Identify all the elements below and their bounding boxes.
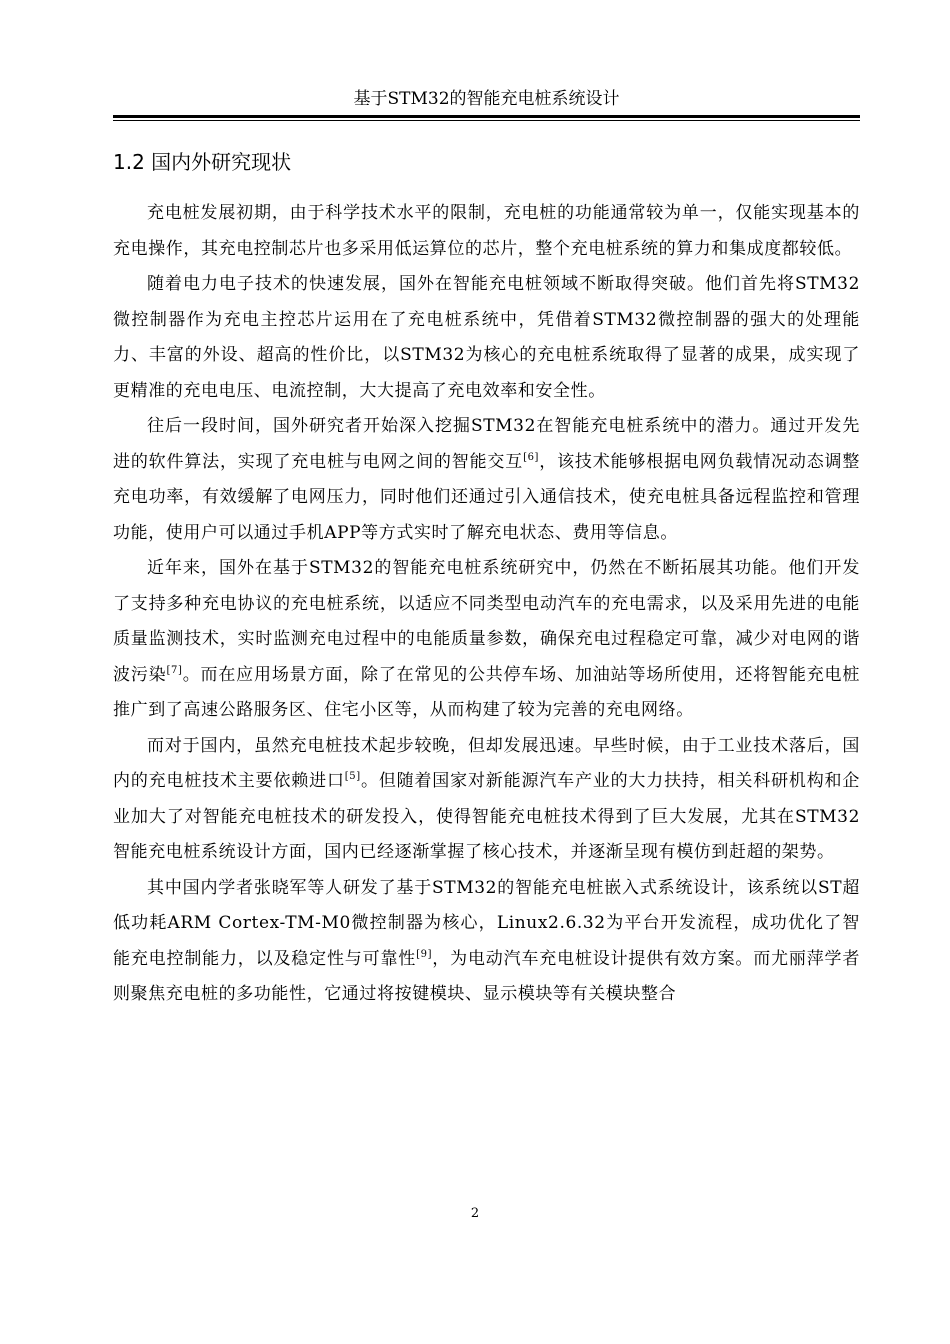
paragraph-text: 而对于国内，虽然充电桩技术起步较晚，但却发展迅速。早些时候，由于工业技术落后，国内的充电桩技术主要依赖进口 xyxy=(113,735,860,791)
citation-ref: [7] xyxy=(166,664,183,676)
section-heading: 1.2 国内外研究现状 xyxy=(113,150,292,174)
paragraph-text: 随着电力电子技术的快速发展，国外在智能充电桩领域不断取得突破。他们首先将STM32微控制器作为充电主控芯片运用在了充电桩系统中，凭借着STM32微控制器的强大的处理能力、丰富的外设、超高的性价比，以STM32为核心的充电桩系统取得了显著的成果，成实现了更精准的充电电压、电流控制，大大提高了充电效率和安全性。 xyxy=(113,274,860,401)
paragraph xyxy=(113,409,860,551)
body-text xyxy=(113,196,860,1013)
paragraph xyxy=(113,267,860,409)
paragraph xyxy=(113,196,860,267)
paragraph-text: 充电桩发展初期，由于科学技术水平的限制，充电桩的功能通常较为单一，仅能实现基本的充电操作，其充电控制芯片也多采用低运算位的芯片，整个充电桩系统的算力和集成度都较低。 xyxy=(113,203,860,259)
running-header: 基于STM32的智能充电桩系统设计 xyxy=(353,89,620,109)
header-rule-thick xyxy=(113,115,860,118)
paragraph-text: ，为电动汽车充电桩设计提供有效方案。而尤丽萍学者则聚焦充电桩的多功能性，它通过将按键模块、显示模块等有关模块整合 xyxy=(113,948,860,1004)
paragraph-text: 。但随着国家对新能源汽车产业的大力扶持，相关科研机构和企业加大了对智能充电桩技术的研发投入，使得智能充电桩技术得到了巨大发展，尤其在STM32智能充电桩系统设计方面，国内已经逐渐掌握了核心技术，并逐渐呈现有模仿到赶超的架势。 xyxy=(113,771,860,862)
paragraph-text: 近年来，国外在基于STM32的智能充电桩系统研究中，仍然在不断拓展其功能。他们开发了支持多种充电协议的充电桩系统，以适应不同类型电动汽车的充电需求，以及采用先进的电能质量监测技术，实时监测充电过程中的电能质量参数，确保充电过程稳定可靠，减少对电网的谐波污染 xyxy=(113,558,860,685)
page-number: 2 xyxy=(470,1206,480,1221)
paragraph xyxy=(113,871,860,1013)
paragraph xyxy=(113,551,860,729)
citation-ref: [6] xyxy=(523,451,540,463)
citation-ref: [5] xyxy=(344,771,361,782)
paragraph-text: 其中国内学者张晓军等人研发了基于STM32的智能充电桩嵌入式系统设计，该系统以ST超低功耗ARM Cortex-TM-M0微控制器为核心，Linux2.6.32为平台开发流程，成功优化了智能充电控制能力，以及稳定性与可靠性 xyxy=(113,877,860,969)
paragraph-text: 。而在应用场景方面，除了在常见的公共停车场、加油站等场所使用，还将智能充电桩推广到了高速公路服务区、住宅小区等，从而构建了较为完善的充电网络。 xyxy=(113,664,860,720)
header-rule-thin xyxy=(113,120,860,121)
paragraph-text: ，该技术能够根据电网负载情况动态调整充电功率，有效缓解了电网压力，同时他们还通过引入通信技术，使充电桩具备远程监控和管理功能，使用户可以通过手机APP等方式实时了解充电状态、费用等信息。 xyxy=(113,451,860,543)
paragraph-text: 往后一段时间，国外研究者开始深入挖掘STM32在智能充电桩系统中的潜力。通过开发先进的软件算法，实现了充电桩与电网之间的智能交互 xyxy=(113,416,860,472)
citation-ref: [9] xyxy=(416,948,433,960)
paragraph xyxy=(113,729,860,871)
